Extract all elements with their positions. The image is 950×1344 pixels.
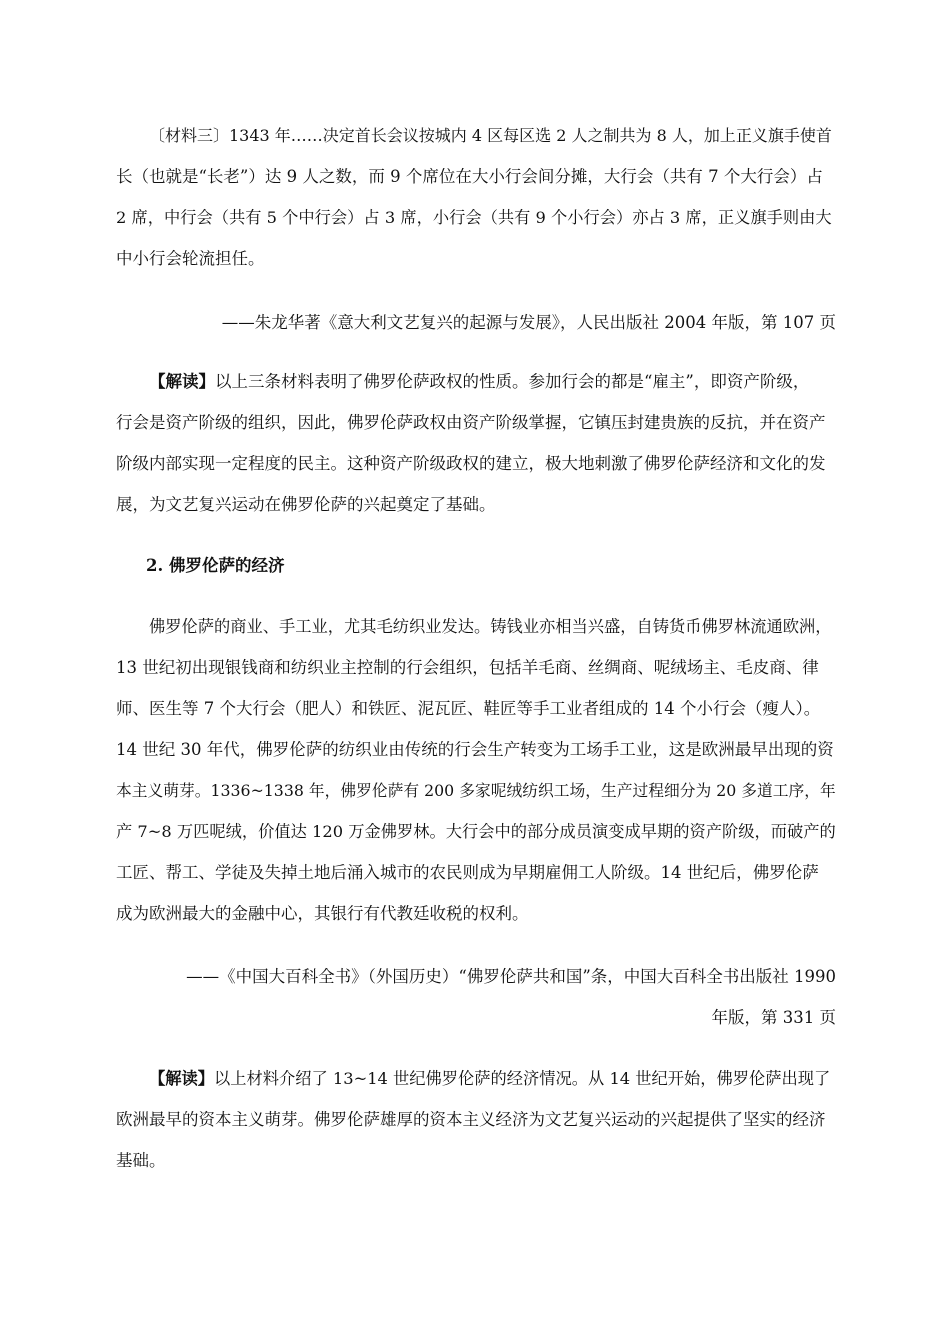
- material3-source: ——朱龙华著《意大利文艺复兴的起源与发展》，人民出版社 2004 年版，第 107 页: [221, 313, 836, 332]
- material3-line-4: 中小行会轮流担任。: [116, 249, 265, 268]
- material3-line-3: 2 席，中行会（共有 5 个中行会）占 3 席，小行会（共有 9 个小行会）亦占 3 席，正义旗手则由大: [116, 208, 832, 227]
- economy-line-4: 14 世纪 30 年代，佛罗伦萨的纺织业由传统的行会生产转变为工场手工业，这是欧洲最早出现的资: [116, 740, 834, 759]
- commentary2-line-3: 基础。: [116, 1151, 166, 1170]
- material3-line-1: 〔材料三〕1343 年……决定首长会议按城内 4 区每区选 2 人之制共为 8 人，加上正义旗手使首: [149, 126, 832, 145]
- commentary1-label: 【解读】: [149, 372, 215, 391]
- economy-line-3: 师、医生等 7 个大行会（肥人）和铁匠、泥瓦匠、鞋匠等手工业者组成的 14 个小行会（瘦人）。: [116, 699, 821, 718]
- economy-line-5: 本主义萌芽。1336~1338 年，佛罗伦萨有 200 多家呢绒纺织工场，生产过程细分为 20 多道工序，年: [116, 781, 836, 800]
- economy-line-8: 成为欧洲最大的金融中心，其银行有代教廷收税的权利。: [116, 904, 529, 923]
- section-heading: 2. 佛罗伦萨的经济: [146, 556, 285, 575]
- commentary2-line-2: 欧洲最早的资本主义萌芽。佛罗伦萨雄厚的资本主义经济为文艺复兴运动的兴起提供了坚实的经济: [116, 1110, 826, 1129]
- commentary1-text-1: 以上三条材料表明了佛罗伦萨政权的性质。参加行会的都是“雇主”，即资产阶级，: [215, 372, 810, 391]
- commentary1-line-3: 阶级内部实现一定程度的民主。这种资产阶级政权的建立，极大地刺激了佛罗伦萨经济和文化的发: [116, 454, 826, 473]
- material3-line-2: 长（也就是“长老”）达 9 人之数，而 9 个席位在大小行会间分摊，大行会（共有 7 个大行会）占: [116, 167, 823, 186]
- commentary1-line-4: 展，为文艺复兴运动在佛罗伦萨的兴起奠定了基础。: [116, 495, 496, 514]
- economy-source-line-1: ——《中国大百科全书》（外国历史）“佛罗伦萨共和国”条，中国大百科全书出版社 1990: [186, 967, 836, 986]
- economy-source-line-2: 年版，第 331 页: [711, 1008, 836, 1027]
- commentary2-text-1: 以上材料介绍了 13~14 世纪佛罗伦萨的经济情况。从 14 世纪开始，佛罗伦萨出现了: [214, 1069, 831, 1088]
- commentary1-line-2: 行会是资产阶级的组织，因此，佛罗伦萨政权由资产阶级掌握，它镇压封建贵族的反抗，并在资产: [116, 413, 826, 432]
- economy-line-7: 工匠、帮工、学徒及失掉土地后涌入城市的农民则成为早期雇佣工人阶级。14 世纪后，佛罗伦萨: [116, 863, 819, 882]
- economy-line-2: 13 世纪初出现银钱商和纺织业主控制的行会组织，包括羊毛商、丝绸商、呢绒场主、毛皮商、律: [116, 658, 819, 677]
- economy-line-6: 产 7~8 万匹呢绒，价值达 120 万金佛罗林。大行会中的部分成员演变成早期的资产阶级，而破产的: [116, 822, 836, 841]
- commentary2-line-1: [149, 1066, 830, 1092]
- economy-line-1: 佛罗伦萨的商业、手工业，尤其毛纺织业发达。铸钱业亦相当兴盛，自铸货币佛罗林流通欧洲，: [149, 617, 832, 636]
- commentary1-line-1: [149, 369, 809, 395]
- commentary2-label: 【解读】: [149, 1069, 214, 1088]
